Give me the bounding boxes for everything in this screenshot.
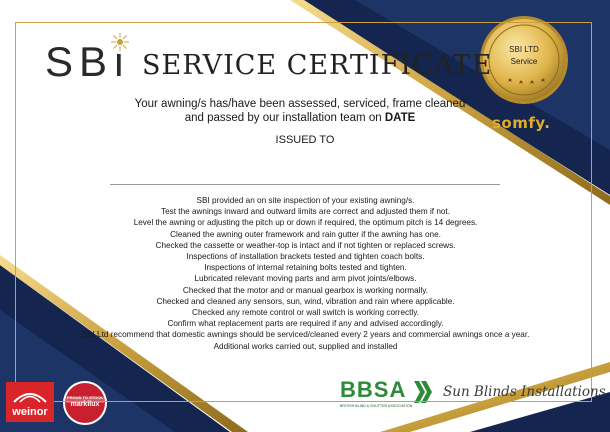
issued-to-label: ISSUED TO <box>275 134 335 146</box>
bbsa-text: BBSA <box>340 377 407 402</box>
checklist-item: Inspections of internal retaining bolts tested and tighten. <box>204 263 407 273</box>
recipient-name-line <box>110 184 500 185</box>
weinor-logo <box>6 382 54 422</box>
checklist-item: Checked that the motor and or manual gearbox is working normally. <box>182 285 429 295</box>
date-label: DATE <box>384 112 416 124</box>
checklist-item: SBI provided an on site inspection of your existing awning/s. <box>196 196 415 205</box>
seal-company: SBI LTD <box>509 45 539 54</box>
checklist-item: Inspections of installation brackets tested and tighten coach bolts. <box>186 252 425 262</box>
service-checklist <box>42 195 569 352</box>
sun-blinds-installations-signature: Sun Blinds Installations <box>443 384 606 400</box>
bbsa-logo <box>340 378 432 414</box>
checklist-item: Level the awning or adjusting the pitch up or down if required, the optimum pitch is 14 degrees. <box>133 218 478 228</box>
checklist-item: Additional works carried out, supplied and installed <box>213 341 398 351</box>
sbi-logo <box>45 37 137 87</box>
checklist-item: SBI Ltd recommend that domestic awnings should be serviced/cleaned every 2 years and commercial awnings once a year. <box>81 330 530 340</box>
checklist-item: Checked the cassette or weather-top is intact and if not tighten or replaced screws. <box>155 240 456 250</box>
intro-text: Your awning/s has/have been assessed, serviced, frame cleaned and passed by our installation team on <box>134 98 466 124</box>
somfy-logo: somfy. <box>492 114 551 132</box>
weinor-awning-icon <box>6 382 54 404</box>
markilux-text: markilux <box>70 401 100 408</box>
checklist-item: Lubricated relevant moving parts and arm pivot joints/elbows. <box>194 274 417 284</box>
markilux-tagline: PROUD TO STOCK <box>66 395 104 400</box>
checklist-item: Checked and cleaned any sensors, sun, wind, vibration and rain where applicable. <box>156 296 455 306</box>
weinor-text: weinor <box>12 406 48 418</box>
checklist-item: Confirm what replacement parts are required if any and advised accordingly. <box>167 319 444 329</box>
sbi-service-seal <box>478 14 570 106</box>
checklist-item: Test the awnings inward and outward limits are correct and adjusted them if not. <box>161 207 450 217</box>
markilux-logo <box>62 380 108 426</box>
bbsa-tagline: BRITISH BLIND & SHUTTER ASSOCIATION <box>340 404 413 408</box>
checklist-item: Checked any remote control or wall switch is working correctly. <box>192 308 419 318</box>
seal-service: Service <box>510 57 538 66</box>
intro-statement <box>130 97 470 125</box>
certificate-title: SERVICE CERTIFICATE <box>142 50 493 81</box>
checklist-item: Cleaned the awning outer framework and rain gutter if the awning has one. <box>170 229 441 239</box>
sbi-logo-text: SBı <box>45 38 131 85</box>
